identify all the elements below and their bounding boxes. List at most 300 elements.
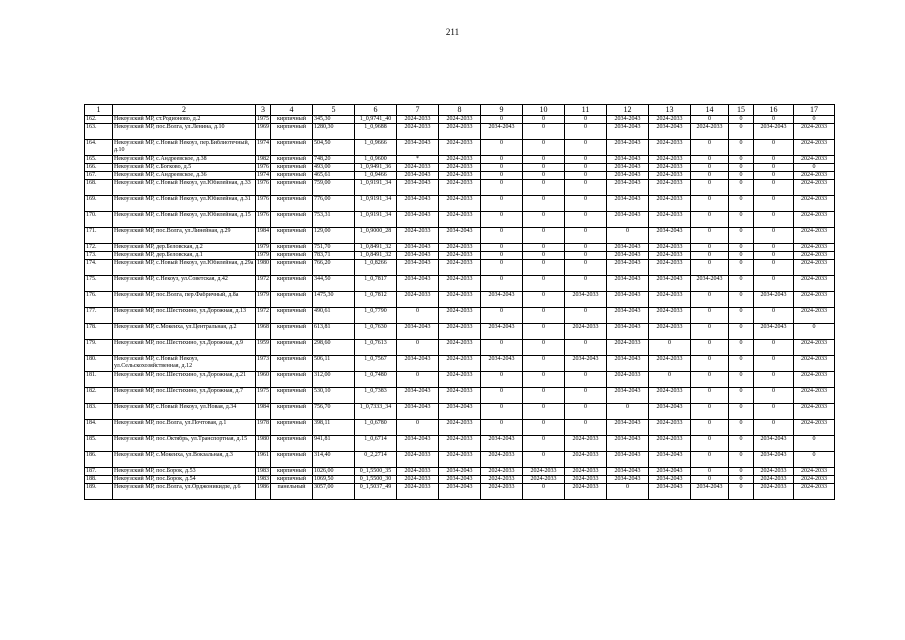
row-number-cell: 181.	[85, 372, 113, 388]
table-cell: 1973	[256, 356, 271, 372]
register-table	[84, 104, 835, 500]
table-cell: 2024-2033	[607, 340, 649, 356]
table-cell: 2034-2043	[754, 124, 794, 140]
table-cell: 0	[481, 372, 523, 388]
row-number-cell: 171.	[85, 228, 113, 244]
table-cell: 1980	[256, 436, 271, 452]
table-row	[85, 404, 835, 420]
table-cell: 1_0,9191_34	[355, 212, 397, 228]
table-cell: 0	[523, 420, 565, 436]
table-cell: кирпичный	[271, 172, 313, 180]
table-cell: 2034-2043	[439, 404, 481, 420]
table-cell: 0	[691, 244, 729, 252]
column-header: 3	[256, 105, 271, 116]
table-row	[85, 252, 835, 260]
table-cell: 2024-2033	[439, 276, 481, 292]
table-cell: 1984	[256, 404, 271, 420]
table-cell: 2024-2033	[439, 292, 481, 308]
table-cell: 0	[565, 196, 607, 212]
table-cell: 0	[729, 340, 754, 356]
table-cell: 2034-2043	[397, 388, 439, 404]
table-cell: кирпичный	[271, 308, 313, 324]
address-cell: Некоузский МР, пос.Борок, д.54	[113, 476, 256, 484]
table-cell: 2034-2043	[607, 244, 649, 252]
table-cell: 0	[397, 372, 439, 388]
table-cell: 0	[729, 404, 754, 420]
table-cell: 1968	[256, 324, 271, 340]
table-cell: 2034-2043	[607, 468, 649, 476]
table-cell: 0	[729, 420, 754, 436]
table-cell: 0	[729, 212, 754, 228]
table-cell: 2034-2043	[649, 124, 691, 140]
row-number-cell: 187.	[85, 468, 113, 476]
table-cell: 2034-2043	[607, 436, 649, 452]
table-cell: 2024-2033	[649, 212, 691, 228]
table-row	[85, 372, 835, 388]
table-cell: 1_0,7630	[355, 324, 397, 340]
table-cell: 2024-2033	[481, 484, 523, 500]
table-cell: кирпичный	[271, 244, 313, 252]
table-cell: 0	[691, 356, 729, 372]
table-cell: кирпичный	[271, 324, 313, 340]
table-cell: 345,30	[313, 116, 355, 124]
table-cell: 1986	[256, 484, 271, 500]
table-cell: 0	[754, 404, 794, 420]
table-cell: 0_2,2714	[355, 452, 397, 468]
table-cell: 0	[691, 180, 729, 196]
table-cell: 2034-2043	[607, 124, 649, 140]
address-cell: Некоузский МР, пос.Шестихино, ул.Дорожная, д.13	[113, 308, 256, 324]
table-cell: 0	[607, 228, 649, 244]
table-cell: 2034-2043	[397, 212, 439, 228]
table-cell: 2024-2033	[565, 484, 607, 500]
table-cell: 0	[729, 228, 754, 244]
table-cell: 0	[754, 372, 794, 388]
address-cell: Некоузский МР, пос.Волга, ул.Почтовая, д.1	[113, 420, 256, 436]
table-cell: 0	[523, 244, 565, 252]
table-cell: 2034-2043	[607, 252, 649, 260]
table-cell: 0	[523, 116, 565, 124]
table-cell: кирпичный	[271, 276, 313, 292]
table-row	[85, 196, 835, 212]
table-cell: 0	[565, 260, 607, 276]
table-cell: 0	[729, 476, 754, 484]
table-cell: 0	[691, 468, 729, 476]
table-cell: 2034-2043	[754, 324, 794, 340]
table-cell: 0	[565, 164, 607, 172]
table-cell: 2024-2033	[565, 436, 607, 452]
table-cell: 0	[523, 372, 565, 388]
address-cell: Некоузский МР, с.Новый Некоуз, ул.Юбилейная, д.31	[113, 196, 256, 212]
table-row	[85, 140, 835, 156]
table-cell: 2024-2033	[649, 116, 691, 124]
table-cell: 941,81	[313, 436, 355, 452]
address-cell: Некоузский МР, с.Андреевское, д.38	[113, 156, 256, 164]
table-cell: 490,61	[313, 308, 355, 324]
table-cell: кирпичный	[271, 468, 313, 476]
address-cell: Некоузский МР, пос.Волга, ул.Линейная, д.29	[113, 228, 256, 244]
table-cell: 2024-2033	[794, 172, 835, 180]
table-cell: 2034-2043	[607, 172, 649, 180]
address-cell: Некоузский МР, ст.Родионово, д.2	[113, 116, 256, 124]
table-cell: 0	[691, 420, 729, 436]
table-cell: 1_0,9741_40	[355, 116, 397, 124]
table-cell: 759,00	[313, 180, 355, 196]
table-cell: 0	[523, 324, 565, 340]
table-cell: 2024-2033	[439, 372, 481, 388]
table-cell: 2024-2033	[565, 476, 607, 484]
table-cell: 0	[691, 140, 729, 156]
table-cell: 0	[729, 484, 754, 500]
table-cell: 1976	[256, 180, 271, 196]
table-cell: 1983	[257, 468, 269, 474]
table-cell: 1_0,6714	[355, 436, 397, 452]
table-cell: 2034-2043	[397, 276, 439, 292]
table-cell: 2034-2043	[607, 212, 649, 228]
table-cell: 2024-2033	[754, 476, 794, 484]
table-cell: 129,00	[313, 228, 355, 244]
table-cell: 0	[481, 252, 523, 260]
table-cell: 0	[565, 140, 607, 156]
table-row	[85, 156, 835, 164]
address-cell: Некоузский МР, пос.Шестихино, ул.Дорожная, д.21	[113, 372, 256, 388]
table-cell: 0	[729, 164, 754, 172]
table-cell: 0	[481, 140, 523, 156]
table-cell: кирпичный	[271, 292, 313, 308]
table-cell: 0	[523, 436, 565, 452]
table-cell: 1_0,9600	[355, 156, 397, 164]
table-cell: 0	[754, 140, 794, 156]
table-cell: 344,50	[313, 276, 355, 292]
table-cell: 530,10	[313, 388, 355, 404]
table-cell: 2024-2033	[439, 164, 481, 172]
table-cell: 2034-2043	[649, 452, 691, 468]
table-cell: 1_0,9666	[355, 140, 397, 156]
table-cell: 1_0,6780	[355, 420, 397, 436]
table-cell: 465,61	[313, 172, 355, 180]
address-cell: Некоузский МР, дер.Беловская, д.1	[113, 252, 256, 260]
table-cell: 0	[607, 484, 649, 500]
table-cell: 0	[481, 164, 523, 172]
table-cell: 0_1,5037_49	[355, 484, 397, 500]
table-row	[85, 452, 835, 468]
table-cell: 0	[481, 420, 523, 436]
table-cell: 2034-2043	[439, 476, 481, 484]
table-cell: 0	[523, 388, 565, 404]
table-cell: 0	[523, 252, 565, 260]
table-cell: 2034-2043	[649, 228, 691, 244]
table-cell: 2024-2033	[794, 252, 835, 260]
table-cell: 0	[691, 436, 729, 452]
table-cell: 2034-2043	[607, 452, 649, 468]
table-cell: 1_0,7383	[355, 388, 397, 404]
table-cell: 2024-2033	[794, 308, 835, 324]
row-number-cell: 164.	[85, 140, 113, 156]
table-cell: 2024-2033	[397, 124, 439, 140]
table-cell: 504,50	[313, 140, 355, 156]
table-cell: 0	[691, 340, 729, 356]
table-row	[85, 212, 835, 228]
table-cell: 1972	[256, 308, 271, 324]
address-cell: Некоузский МР, с.Богково, д.5	[113, 164, 256, 172]
column-header: 7	[397, 105, 439, 116]
table-cell: 2024-2033	[794, 244, 835, 252]
table-cell: 2034-2043	[754, 436, 794, 452]
table-row	[85, 388, 835, 404]
table-cell: 0	[397, 340, 439, 356]
table-cell: 2024-2033	[397, 116, 439, 124]
table-cell: кирпичный	[271, 116, 313, 124]
table-cell: 0	[523, 172, 565, 180]
table-cell: 0	[523, 228, 565, 244]
table-cell: 2024-2033	[649, 436, 691, 452]
column-header: 8	[439, 105, 481, 116]
table-cell: 0	[523, 212, 565, 228]
table-cell: 1_0,7480	[355, 372, 397, 388]
table-cell: 2034-2043	[397, 244, 439, 252]
table-cell: 0	[691, 260, 729, 276]
row-number-cell: 162.	[85, 116, 113, 124]
table-cell: 2024-2033	[397, 292, 439, 308]
table-cell: 0	[523, 260, 565, 276]
table-cell: 2024-2033	[794, 124, 835, 140]
table-cell: 1_0,9000_28	[355, 228, 397, 244]
table-cell: 506,11	[313, 356, 355, 372]
table-cell: 2034-2043	[607, 260, 649, 276]
table-cell: 2034-2043	[397, 324, 439, 340]
table-cell: 0	[481, 260, 523, 276]
table-cell: 0	[481, 308, 523, 324]
table-cell: кирпичный	[271, 260, 313, 276]
table-cell: 0	[565, 404, 607, 420]
table-cell: кирпичный	[271, 140, 313, 156]
table-cell: 0	[691, 212, 729, 228]
table-cell: 0	[691, 476, 729, 484]
table-cell: 2024-2033	[649, 324, 691, 340]
table-cell: 783,71	[313, 252, 355, 260]
table-cell: 2024-2033	[397, 468, 439, 476]
table-cell: 2024-2033	[794, 404, 835, 420]
address-cell: Некоузский МР, с.Мокеиха, ул.Вокзальная, д.3	[113, 452, 256, 468]
table-cell: 0	[565, 172, 607, 180]
table-cell: 0	[481, 228, 523, 244]
table-cell: 0	[729, 324, 754, 340]
row-number-cell: 169.	[85, 196, 113, 212]
table-cell: 0	[754, 276, 794, 292]
table-cell: 0	[565, 340, 607, 356]
table-cell: 0	[607, 404, 649, 420]
table-cell: 1_0,7333_34	[355, 404, 397, 420]
column-header: 17	[794, 105, 835, 116]
column-header: 13	[649, 105, 691, 116]
table-cell: 1976	[257, 164, 269, 170]
table-cell: 0	[794, 452, 835, 468]
table-cell: 0	[754, 180, 794, 196]
table-cell: 0	[565, 228, 607, 244]
table-cell: 0	[691, 372, 729, 388]
table-cell: 2024-2033	[794, 276, 835, 292]
table-cell: 2034-2043	[754, 452, 794, 468]
table-cell: 2034-2043	[649, 404, 691, 420]
table-cell: 2024-2033	[439, 212, 481, 228]
table-cell: 2024-2033	[439, 252, 481, 260]
table-cell: 2024-2033	[439, 260, 481, 276]
table-cell: 0	[565, 372, 607, 388]
page-number: 211	[445, 27, 460, 37]
table-cell: панельный	[271, 484, 313, 500]
table-cell: 1974	[256, 140, 271, 156]
row-number-cell: 185.	[85, 436, 113, 452]
row-number-cell: 167.	[85, 172, 113, 180]
table-cell: 1976	[256, 212, 271, 228]
table-cell: 0	[754, 156, 794, 164]
table-cell: 0_1,5500_35	[355, 468, 397, 476]
table-cell: 2034-2043	[607, 140, 649, 156]
table-cell: 0	[523, 356, 565, 372]
table-cell: 0	[729, 156, 754, 164]
table-cell: 0	[565, 244, 607, 252]
table-cell: 2024-2033	[794, 372, 835, 388]
table-cell: 2024-2033	[794, 292, 835, 308]
row-number-cell: 172.	[85, 244, 113, 252]
address-cell: Некоузский МР, пос.Борок, д.53	[113, 468, 256, 476]
table-cell: 0	[754, 260, 794, 276]
table-cell: 2024-2033	[649, 172, 691, 180]
address-cell: Некоузский МР, пос.Шестихино, ул.Дорожная, д.9	[113, 340, 256, 356]
table-row	[85, 308, 835, 324]
table-cell: 2024-2033	[794, 420, 835, 436]
table-cell: 2024-2033	[649, 180, 691, 196]
table-cell: 1974	[257, 172, 269, 178]
table-cell: 0	[397, 308, 439, 324]
table-cell: 0	[794, 164, 835, 172]
table-cell: 2024-2033	[649, 308, 691, 324]
row-number-cell: 175.	[85, 276, 113, 292]
table-cell: 2024-2033	[649, 292, 691, 308]
table-cell: 0	[481, 116, 523, 124]
table-cell: 776,00	[313, 196, 355, 212]
table-cell: 1980	[256, 260, 271, 276]
row-number-cell: 177.	[85, 308, 113, 324]
table-cell: 0	[481, 404, 523, 420]
table-cell: 2034-2043	[649, 468, 691, 476]
table-cell: кирпичный	[271, 340, 313, 356]
table-cell: 2034-2043	[397, 260, 439, 276]
table-cell: 0	[691, 292, 729, 308]
table-cell: 0	[691, 196, 729, 212]
table-cell: 0	[523, 452, 565, 468]
table-cell: 493,00	[313, 164, 355, 172]
table-cell: 0	[481, 180, 523, 196]
table-cell: 2024-2033	[523, 476, 565, 484]
table-cell: 1069,50	[313, 476, 355, 484]
address-cell: Некоузский МР, с.Андреевское, д.36	[113, 172, 256, 180]
table-cell: 0	[523, 156, 565, 164]
table-cell: 0	[729, 252, 754, 260]
table-row	[85, 228, 835, 244]
table-cell: кирпичный	[271, 388, 313, 404]
table-row	[85, 292, 835, 308]
table-cell: кирпичный	[271, 436, 313, 452]
table-cell: 0	[691, 228, 729, 244]
table-cell: 0	[691, 308, 729, 324]
table-cell: 0	[729, 468, 754, 476]
table-row	[85, 124, 835, 140]
address-cell: Некоузский МР, с.Новый Некоуз, пер.Библиотечный, д.10	[113, 140, 256, 156]
table-cell: 0	[754, 252, 794, 260]
address-cell: Некоузский МР, с.Новый Некоуз, ул.Юбилейная, д.15	[113, 212, 256, 228]
table-cell: 2034-2043	[607, 292, 649, 308]
row-number-cell: 183.	[85, 404, 113, 420]
table-cell: 0	[729, 308, 754, 324]
table-row	[85, 324, 835, 340]
table-cell: 1_0,8266	[355, 260, 397, 276]
table-cell: 0	[565, 252, 607, 260]
table-cell: 2024-2033	[439, 244, 481, 252]
table-cell: 0	[691, 452, 729, 468]
table-cell: 0	[754, 388, 794, 404]
table-row	[85, 180, 835, 196]
column-header: 12	[607, 105, 649, 116]
table-cell: 298,60	[313, 340, 355, 356]
table-cell: 0	[794, 116, 835, 124]
table-row	[85, 420, 835, 436]
table-row	[85, 484, 835, 500]
table-cell: 748,20	[313, 156, 355, 164]
address-cell: Некоузский МР, пос.Волга, ул.Ленина, д.10	[113, 124, 256, 140]
table-cell: 2024-2033	[794, 228, 835, 244]
table-cell: 1979	[257, 252, 269, 258]
table-cell: 0	[481, 156, 523, 164]
table-cell: 2024-2033	[523, 468, 565, 476]
table-cell: 1979	[257, 244, 269, 250]
table-cell: 0	[481, 388, 523, 404]
table-cell: 0	[754, 308, 794, 324]
table-cell: 2024-2033	[439, 124, 481, 140]
table-cell: 0	[523, 404, 565, 420]
table-cell: кирпичный	[271, 228, 313, 244]
table-cell: 2034-2043	[481, 356, 523, 372]
table-cell: 2024-2033	[649, 420, 691, 436]
table-cell: 2034-2033	[565, 292, 607, 308]
table-cell: 2034-2043	[607, 356, 649, 372]
table-cell: 1978	[256, 420, 271, 436]
table-cell: 0	[565, 308, 607, 324]
table-cell: 2024-2033	[794, 156, 835, 164]
table-cell: 2024-2033	[439, 452, 481, 468]
table-cell: 0	[729, 356, 754, 372]
table-cell: 2024-2033	[397, 228, 439, 244]
table-cell: 2034-2043	[691, 276, 729, 292]
table-cell: кирпичный	[271, 196, 313, 212]
table-cell: 1982	[257, 156, 269, 162]
row-number-cell: 170.	[85, 212, 113, 228]
table-cell: 0	[754, 116, 794, 124]
table-cell: 2034-2043	[397, 140, 439, 156]
table-cell: 0	[565, 388, 607, 404]
table-cell: 0	[565, 276, 607, 292]
table-cell: 0	[565, 180, 607, 196]
table-cell: 2034-2043	[439, 484, 481, 500]
table-cell: кирпичный	[271, 356, 313, 372]
table-cell: 2024-2033	[794, 388, 835, 404]
table-cell: 0	[481, 196, 523, 212]
table-cell: 0	[481, 340, 523, 356]
table-cell: 2024-2033	[439, 388, 481, 404]
column-header: 9	[481, 105, 523, 116]
table-row	[85, 476, 835, 484]
table-cell: 2034-2043	[397, 196, 439, 212]
